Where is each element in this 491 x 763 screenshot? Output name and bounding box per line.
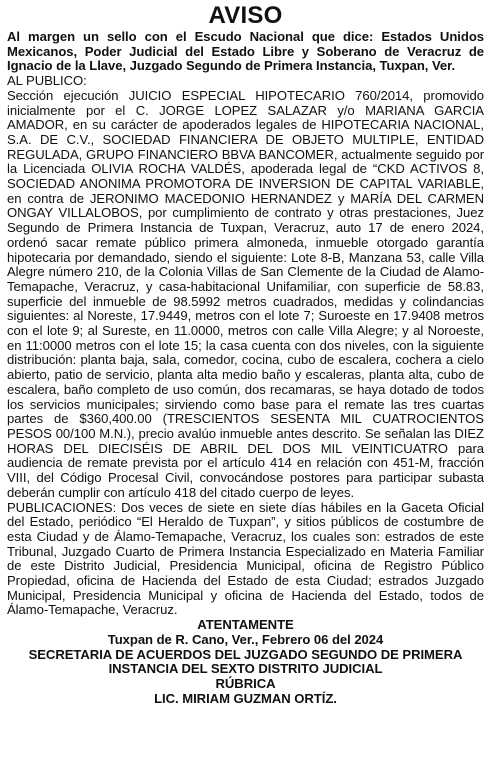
closing-office-line-1: SECRETARIA DE ACUERDOS DEL JUZGADO SEGUNDO DE PRIMERA: [28, 646, 463, 662]
closing-salutation: ATENTAMENTE: [197, 617, 294, 633]
closing-signer: LIC. MIRIAM GUZMAN ORTÍZ.: [154, 690, 337, 706]
notice-body-paragraph: Sección ejecución JUICIO ESPECIAL HIPOTECARIO 760/2014, promovido inicialmente por el C. JORGE LOPEZ SALAZAR y/o MARIANA GARCIA AMADOR, en su carácter de apoderados legales de HIPOTECARIA NACIONAL, S.A. DE C.V., SOCIEDAD FINANCIERA DE OBJETO MULTIPLE, ENTIDAD REGULADA, GRUPO FINANCIERO BBVA BANCOMER, actualmente seguido por la Licenciada OLIVIA ROCHA VALDÉS, apoderada legal de “CKD ACTIVOS 8, SOCIEDAD ANONIMA PROMOTORA DE INVERSION DE CAPITAL VARIABLE, en contra de JERONIMO MACEDONIO HERNANDEZ y MARÍA DEL CARMEN ONGAY VILLALOBOS, por cumplimiento de contrato y otras prestaciones, Juez Segundo de Primera Instancia de Tuxpan, Veracruz, auto 17 de enero 2024, ordenó sacar remate público primera almoneda, inmueble otorgado garantía hipotecaria por demandado, siendo el siguiente: Lote 8-B, Manzana 53, calle Villa Alegre número 210, de la Colonia Villas de San Clemente de la Ciudad de Alamo-Temapache, Veracruz, y casa-habitacional Unifamiliar, con superficie de 58.83, superficie del inmueble de 98.5992 metros cuadrados, medidas y colindancias siguientes: al Noreste, 17.9449, metros con el lote 7; Suroeste en 17.9408 metros con el lote 9; al Sureste, en 11.0000, metros con calle Villa Alegre; y al Noroeste, en 11:0000 metros con el lote 15; la casa cuenta con dos niveles, con la siguiente distribución: planta baja, sala, comedor, cocina, cubo de escalera, cochera a cielo abierto, patio de servicio, planta alta medio baño y escaleras, planta alta, cubo de escalera, baño completo de uso común, dos recamaras, se haya dotado de todos los servicios municipales; sirviendo como base para el remate las tres cuartas partes de $360,400.00 (TRESCIENTOS SESENTA MIL CUATROCIENTOS PESOS 00/100 M.N.), precio avalúo inmueble antes descrito. Se señalan las DIEZ HORAS DEL DIECISÉIS DE ABRIL DEL DOS MIL VEINTICUATRO para audiencia de remate prevista por el artículo 414 en relación con 451-M, fracción VIII, del Código Procesal Civil, convocándose postores para participar subasta deberán cumplir con artículo 418 del citado cuerpo de leyes.: [7, 87, 484, 500]
closing-signature: RÚBRICA: [215, 675, 276, 691]
notice-publications-paragraph: PUBLICACIONES: Dos veces de siete en siete días hábiles en la Gaceta Oficial del Estado, periódico “El Heraldo de Tuxpan”, y sitios públicos de costumbre de esta Ciudad y de Álamo-Temapache, Veracruz, los cuales son: estrados de este Tribunal, Juzgado Cuarto de Primera Instancia Especializado en Materia Familiar de este Distrito Judicial, Presidencia Municipal, oficina de Registro Público Propiedad, oficina de Hacienda del Estado de esta Ciudad; estrados Juzgado Municipal, Presidencia Municipal y oficina de Hacienda del Estado, todos de Álamo-Temapache, Veracruz.: [7, 499, 484, 618]
notice-lead-paragraph: Al margen un sello con el Escudo Nacional que dice: Estados Unidos Mexicanos, Poder Judicial del Estado Libre y Soberano de Veracruz de Ignacio de la Llave, Juzgado Segundo de Primera Instancia, Tuxpan, Ver.: [7, 29, 484, 74]
closing-place-date: Tuxpan de R. Cano, Ver., Febrero 06 del 2024: [107, 631, 384, 647]
notice-salutation: AL PUBLICO:: [7, 73, 87, 89]
closing-office-line-2: INSTANCIA DEL SEXTO DISTRITO JUDICIAL: [108, 661, 383, 677]
notice-title: AVISO: [208, 2, 283, 29]
